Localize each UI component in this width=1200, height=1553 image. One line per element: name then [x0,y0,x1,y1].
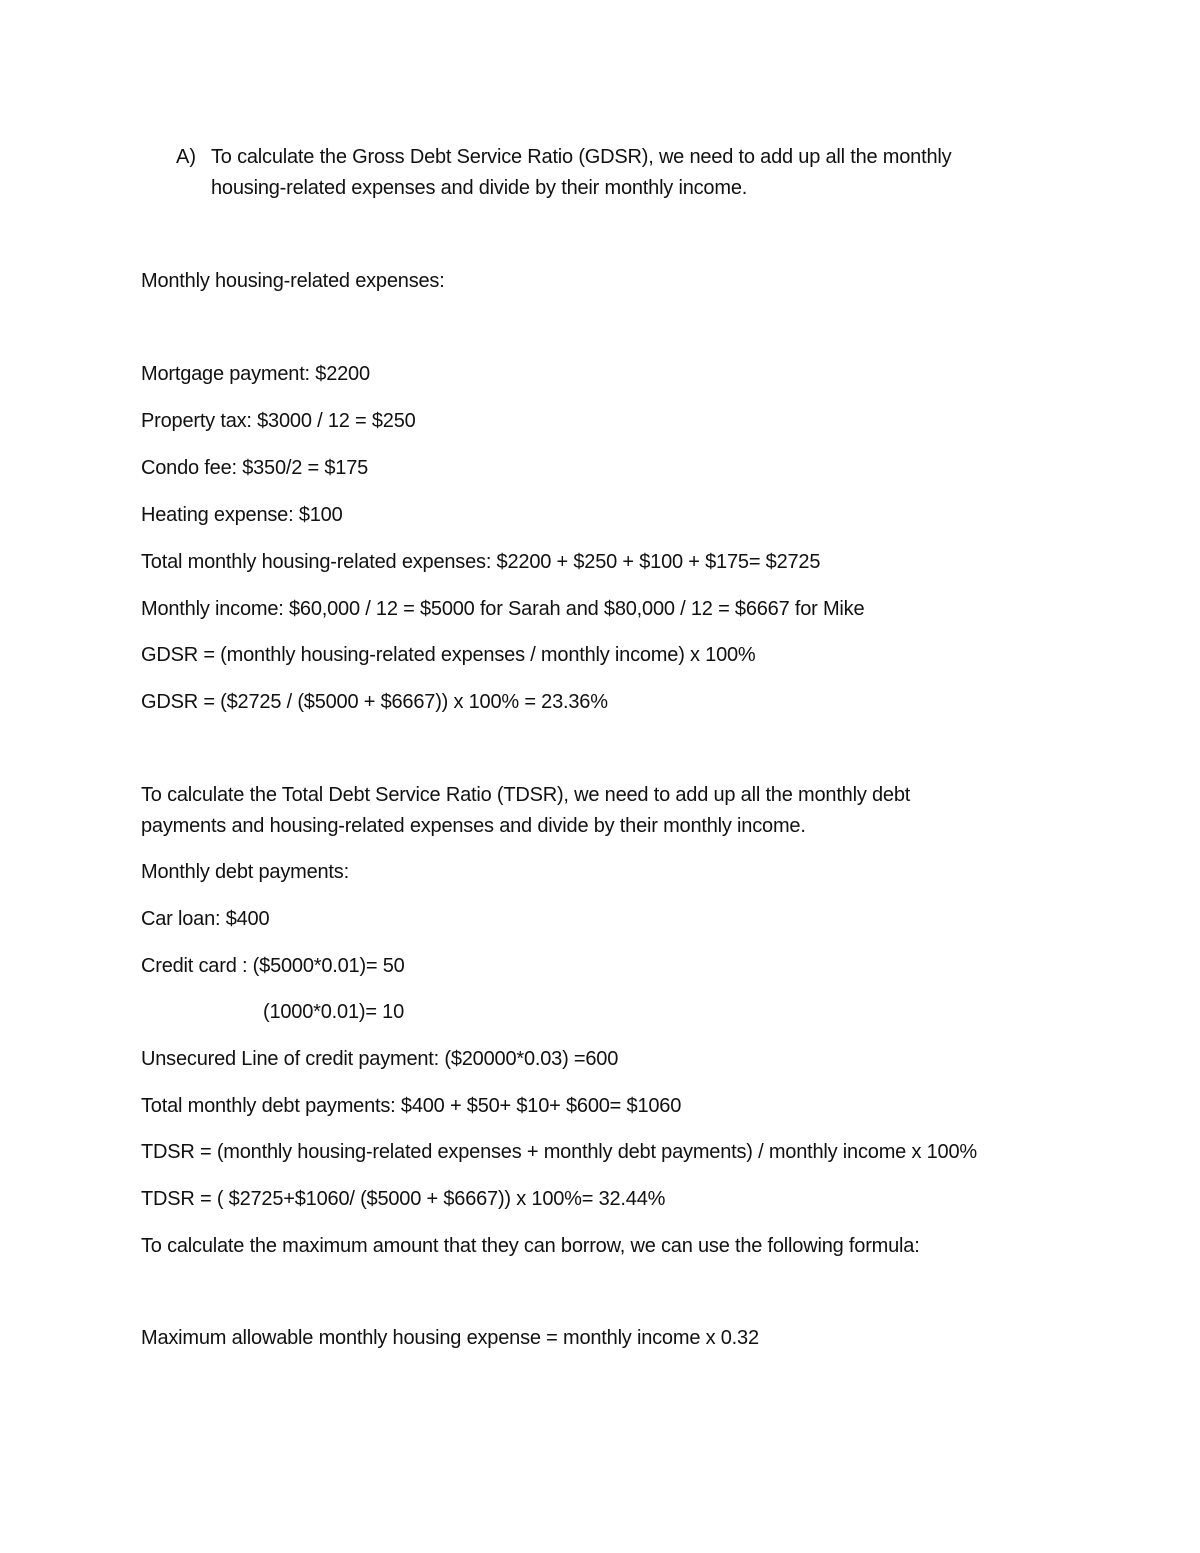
section-a-line-1: To calculate the Gross Debt Service Ratio (GDSR), we need to add up all the monthly [211,146,952,168]
mortgage-payment-line: Mortgage payment: $2200 [141,363,370,385]
max-borrow-intro-line: To calculate the maximum amount that they can borrow, we can use the following formula: [141,1235,920,1257]
credit-card-line: Credit card : ($5000*0.01)= 50 [141,955,405,977]
tdsr-intro-line-1: To calculate the Total Debt Service Ratio (TDSR), we need to add up all the monthly debt [141,784,911,806]
heating-expense-line: Heating expense: $100 [141,504,343,526]
gdsr-formula-line: GDSR = (monthly housing-related expenses / monthly income) x 100% [141,644,756,666]
line-of-credit-line: Unsecured Line of credit payment: ($20000*0.03) =600 [141,1048,619,1070]
gdsr-result-line: GDSR = ($2725 / ($5000 + $6667)) x 100% = 23.36% [141,691,608,713]
housing-expenses-heading: Monthly housing-related expenses: [141,270,445,292]
property-tax-line: Property tax: $3000 / 12 = $250 [141,410,416,432]
tdsr-result-line: TDSR = ( $2725+$1060/ ($5000 + $6667)) x 100%= 32.44% [141,1188,666,1210]
debt-payments-heading: Monthly debt payments: [141,861,349,883]
max-housing-expense-formula-line: Maximum allowable monthly housing expense = monthly income x 0.32 [141,1327,759,1349]
section-a-line-2: housing-related expenses and divide by their monthly income. [211,177,748,199]
total-housing-expenses-line: Total monthly housing-related expenses: $2200 + $250 + $100 + $175= $2725 [141,551,821,573]
condo-fee-line: Condo fee: $350/2 = $175 [141,457,369,479]
tdsr-formula-line: TDSR = (monthly housing-related expenses + monthly debt payments) / monthly income x 100% [141,1141,977,1163]
total-debt-payments-line: Total monthly debt payments: $400 + $50+ $10+ $600= $1060 [141,1095,682,1117]
credit-card-line-2: (1000*0.01)= 10 [263,1001,405,1023]
car-loan-line: Car loan: $400 [141,908,270,930]
list-marker: A) [176,146,196,168]
tdsr-intro-line-2: payments and housing-related expenses and divide by their monthly income. [141,815,806,837]
monthly-income-line: Monthly income: $60,000 / 12 = $5000 for Sarah and $80,000 / 12 = $6667 for Mike [141,598,865,620]
